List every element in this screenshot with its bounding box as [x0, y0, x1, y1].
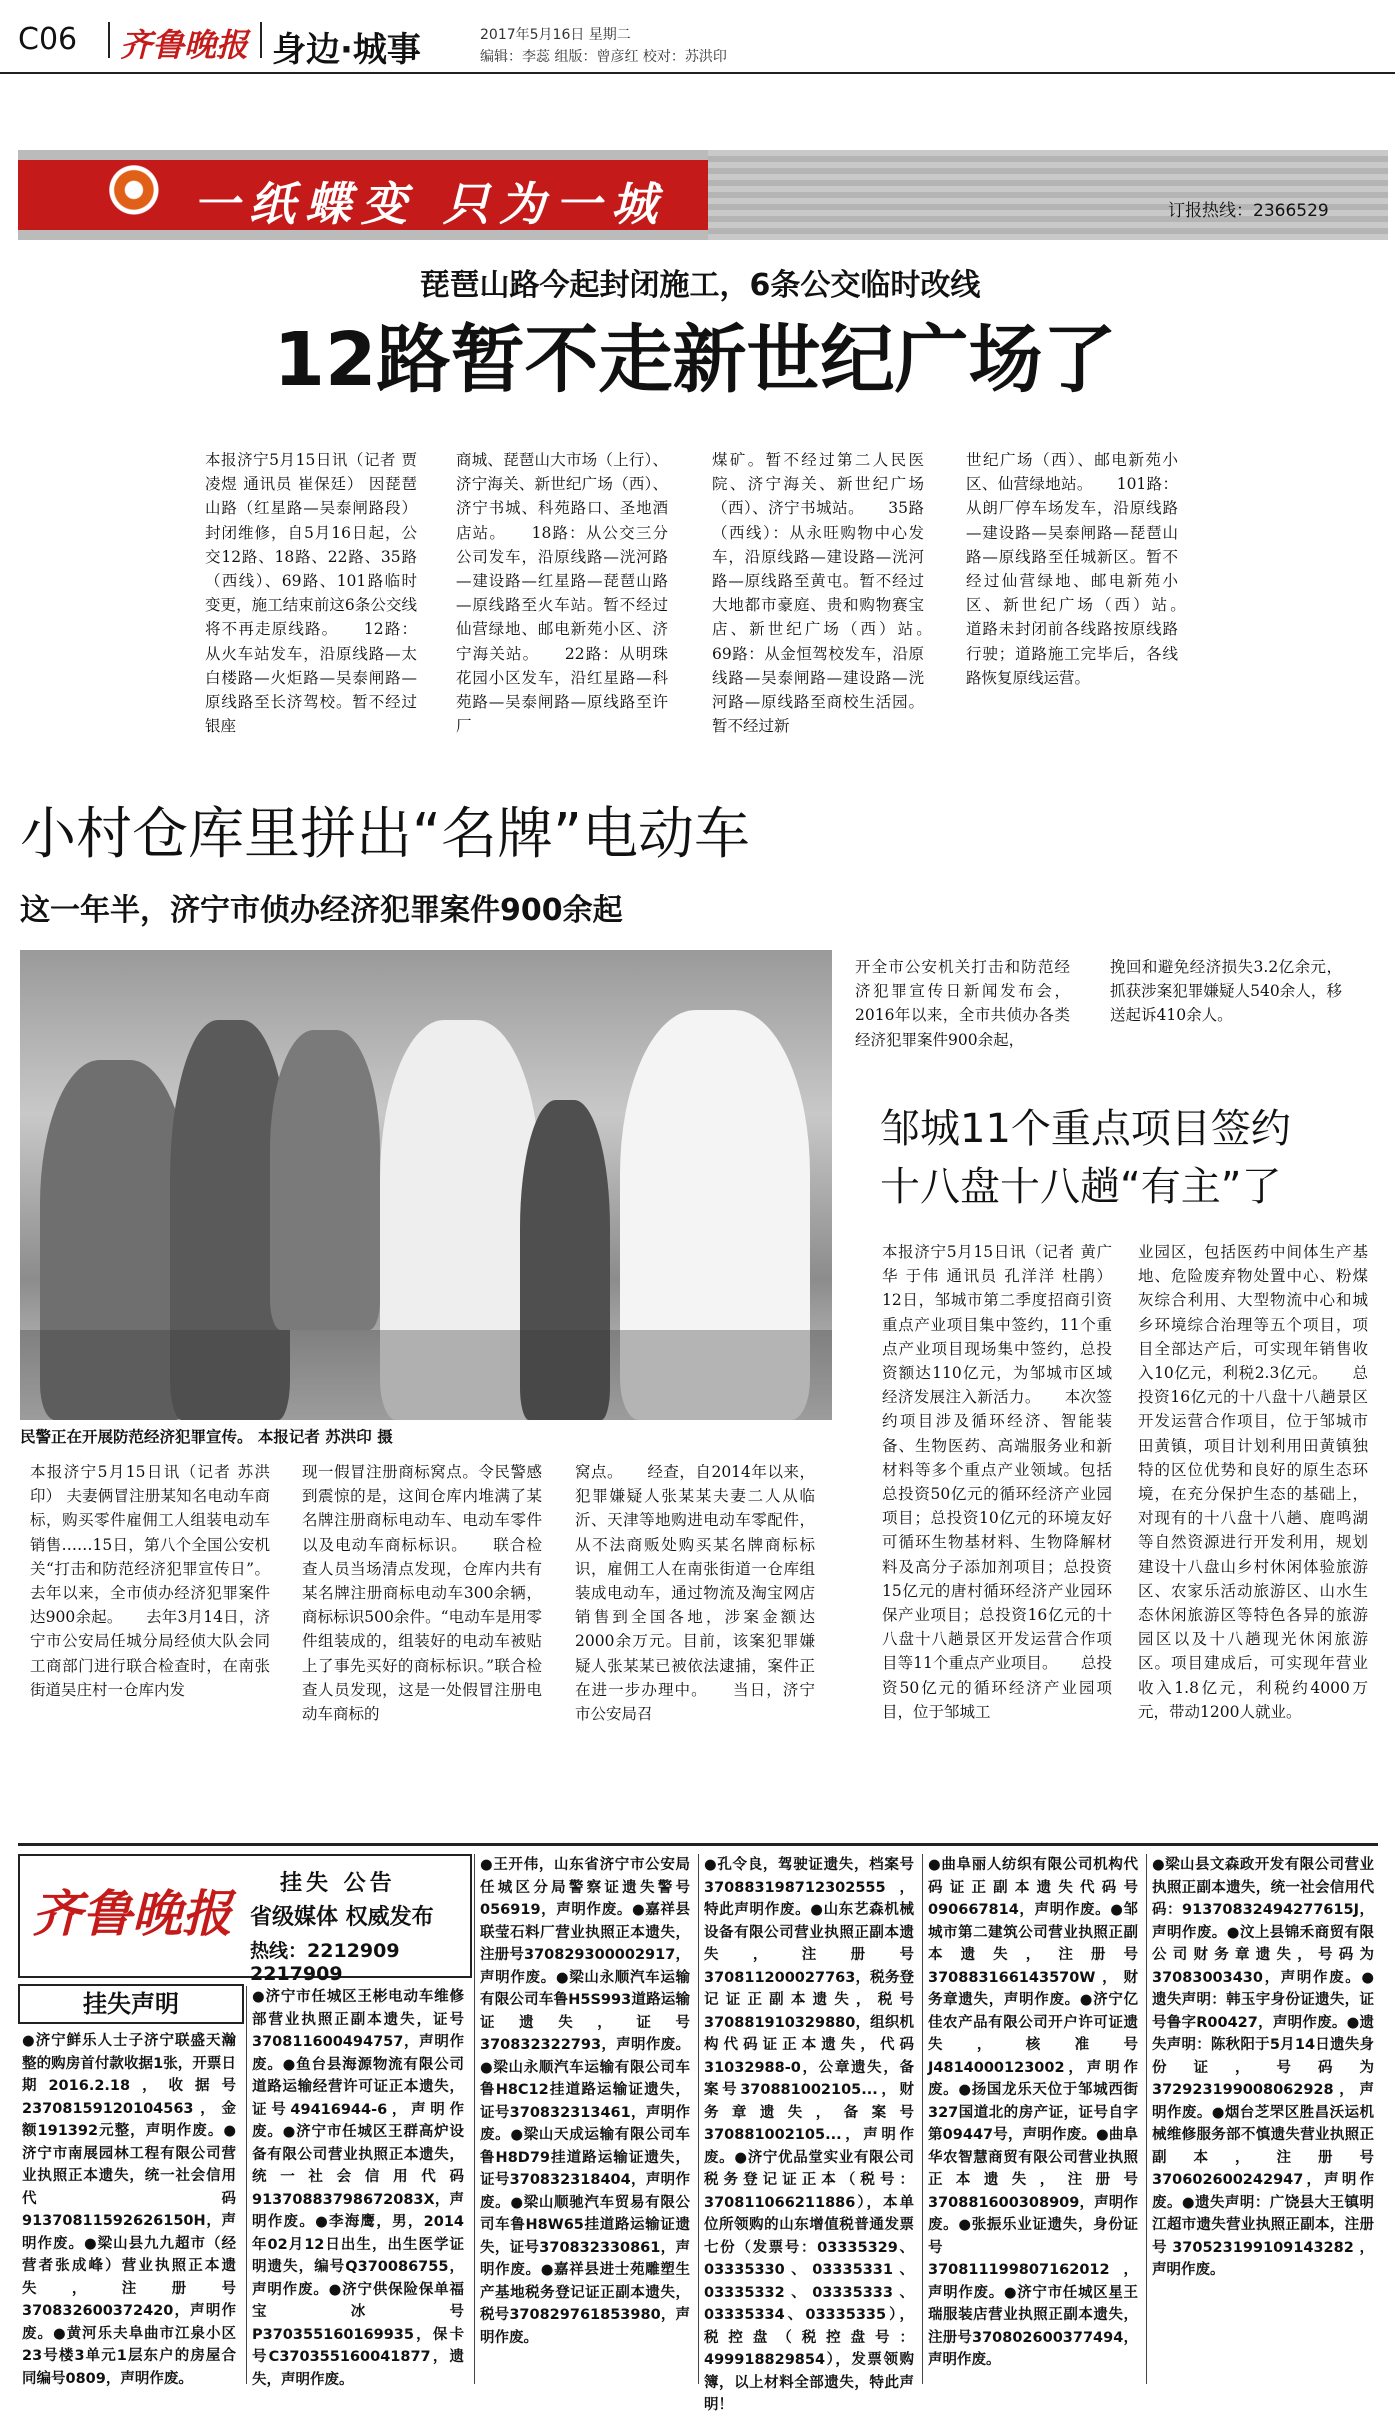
column-separator	[698, 1854, 699, 2384]
story1-column-2: 商城、琵琶山大市场（上行）、济宁海关、新世纪广场（西）、济宁书城、科苑路口、圣地酒店站。 18路：从公交三分公司发车，沿原线路—洸河路—建设路—红星路—琵琶山路—原线路至火车站。暂不经过仙营绿地、邮电新苑小区、济宁海关站。 22路：从明珠花园小区发车，沿红星路—科苑路—吴泰闸路—原线路至许厂	[456, 451, 668, 736]
notice-column-4: ●孔令良，驾驶证遗失，档案号370883198712302555，特此声明作废。●山东艺森机械设备有限公司营业执照正副本遗失，注册号370811200027763，税务登记证正副本遗失，税号370881910329880，组织机构代码证正本遗失，代码31032988-0，公章遗失，备案号370881002105...，财务章遗失，备案号370881002105...，声明作废。●济宁优品堂实业有限公司税务登记证正本（税号：370811066211886），本单位所领购的山东增值税普通发票七份（发票号：03335329、03335330、03335331、03335332、03335333、03335334、03335335），税控盘（税控盘号：499918829854），发票领购簿，以上材料全部遗失，特此声明！	[704, 1857, 914, 2413]
column-separator	[246, 1986, 247, 2384]
notice-header-box	[18, 1854, 472, 1985]
notice-column-1: ●济宁鲜乐人士子济宁联盛天瀚整的购房首付款收据1张，开票日期2016.2.18，收据号23708159120104563，金额191392元整，声明作废。●济宁市南展园林工程有限公司营业执照正本遗失，统一社会信用代码91370811592626150H，声明作废。●梁山县九九超市（经营者张成峰）营业执照正本遗失，注册号370832600372420，声明作废。●黄河乐夫阜曲市江泉小区23号楼3单元1层东户的房屋合同编号0809，声明作废。	[22, 2033, 236, 2387]
newspaper-brand: 齐鲁晚报	[120, 26, 249, 64]
editor-credits: 编辑：李蕊 组版：曾彦红 校对：苏洪印	[480, 49, 727, 65]
story3-column-2: 业园区，包括医药中间体生产基地、危险废弃物处置中心、粉煤灰综合利用、大型物流中心和城乡环境综合治理等五个项目，项目全部达产后，可实现年销售收入10亿元，利税2.3亿元。 总投资16亿元的十八盘十八趟景区开发运营合作项目，位于邹城市田黄镇，项目计划利用田黄镇独特的区位优势和良好的原生态环境，在充分保护生态的基础上，对现有的十八盘十八趟、鹿鸣湖等自然资源进行开发利用，规划建设十八盘山乡村休闲体验旅游区、农家乐活动旅游区、山水生态休闲旅游区等特色各异的旅游园区以及十八趟现光休闲旅游区。项目建成后，可实现年营业收入1.8亿元，利税约4000万元，带动1200人就业。	[1138, 1243, 1368, 1721]
story2-headline: 小村仓库里拼出“名牌”电动车	[20, 802, 751, 867]
story2-subtitle: 这一年半，济宁市侦办经济犯罪案件900余起	[20, 893, 623, 928]
story2-intro-column-2: 挽回和避免经济损失3.2亿余元，抓获涉案犯罪嫌疑人540余人，移送起诉410余人。	[1110, 958, 1342, 1025]
notice-column-6: ●梁山县文森政开发有限公司营业执照正副本遗失，统一社会信用代码：91370832494277615J，声明作废。●汶上县锦禾商贸有限公司财务章遗失，号码为37083003430，声明作废。●遗失声明：韩玉宇身份证遗失，证号鲁字R00427，声明作废。●遗失声明：陈秋阳于5月14日遗失身份证，号码为372923199008062928，声明作废。●烟台芝罘区胜昌沃运机械维修服务部不慎遗失营业执照正副本，注册号370602600242947，声明作废。●遗失声明：广饶县大王镇明江超市遗失营业执照正副本，注册号370523199109143282，声明作废。	[1152, 1857, 1374, 2278]
header-rule	[0, 72, 1395, 74]
promo-banner	[18, 150, 1378, 240]
police-photo	[20, 950, 832, 1420]
banner-slogan: 一纸蝶变 只为一城	[193, 177, 668, 231]
column-separator	[474, 1854, 475, 2384]
lost-notice-title: 挂失声明	[18, 1984, 244, 2024]
column-separator	[922, 1854, 923, 2384]
story2-column-1: 本报济宁5月15日讯（记者 苏洪印） 夫妻俩冒注册某知名电动车商标，购买零件雇佣工人组装电动车销售……15日，第八个全国公安机关“打击和防范经济犯罪宣传日”。去年以来，全市侦办经济犯罪案件达900余起。 去年3月14日，济宁市公安局任城分局经侦大队会同工商部门进行联合检查时，在南张街道吴庄村一仓库内发	[30, 1463, 270, 1699]
story1-column-4: 世纪广场（西）、邮电新苑小区、仙营绿地站。 101路：从朗厂停车场发车，沿原线路—建设路—吴泰闸路—琵琶山路—原线路至任城新区。暂不经过仙营绿地、邮电新苑小区、新世纪广场（西）站。 道路未封闭前各线路按原线路行驶；道路施工完毕后，各线路恢复原线运营。	[966, 451, 1210, 687]
notice-column-3: ●王开伟，山东省济宁市公安局任城区分局警察证遗失警号056919，声明作废。●嘉祥县联莹石料厂营业执照正本遗失，注册号370829300002917，声明作废。●梁山永顺汽车运输有限公司车鲁H5S993道路运输证遗失，证号370832322793，声明作废。●梁山永顺汽车运输有限公司车鲁H8C12挂道路运输证遗失，证号370832313461，声明作废。●梁山天成运输有限公司车鲁H8D79挂道路运输证遗失，证号370832318404，声明作废。●梁山顺驰汽车贸易有限公司车鲁H8W65挂道路运输证遗失，证号370832330861，声明作废。●嘉祥县进士苑雕塑生产基地税务登记证正副本遗失，税号370829761853980，声明作废。	[480, 1857, 690, 2346]
notice-line-2: 省级媒体 权威发布	[250, 1905, 434, 1930]
story3-headline-line-1: 邹城11个重点项目签约	[880, 1106, 1291, 1152]
notice-column-2: ●济宁市任城区王彬电动车维修部营业执照正副本遗失，证号370811600494757，声明作废。●鱼台县海源物流有限公司道路运输经营许可证正本遗失，证号49416944-6，声明作废。●济宁市任城区王群高炉设备有限公司营业执照正本遗失，统一社会信用代码91370883798672083X，声明作废。●李海鹰，男，2014年02月12日出生，出生医学证明遗失，编号Q370086755，声明作废。●济宁供保险保单福宝冰号P370355160169935，保卡号C370355160041877，遗失，声明作废。	[252, 1989, 464, 2388]
banner-texture	[708, 150, 1388, 240]
story3-headline	[880, 1100, 1370, 1216]
photo-foreground	[20, 1330, 832, 1420]
photo-figure	[270, 1030, 380, 1330]
story3-column-1: 本报济宁5月15日讯（记者 黄广华 于伟 通讯员 孔洋洋 杜鹃） 12日，邹城市第二季度招商引资重点产业项目集中签约，11个重点产业项目现场集中签约，总投资额达110亿元，为邹城市区域经济发展注入新活力。 本次签约项目涉及循环经济、智能装备、生物医药、高端服务业和新材料等多个重点产业领域。包括总投资50亿元的循环经济产业园项目；总投资10亿元的环境友好可循环生物基材料、生物降解材料及高分子添加剂项目；总投资15亿元的唐村循环经济产业园环保产业项目；总投资16亿元的十八盘十八趟景区开发运营合作项目等11个重点产业项目。 总投资50亿元的循环经济产业园项目，位于邹城工	[882, 1243, 1112, 1721]
story2-column-3: 窝点。 经查，自2014年以来，犯罪嫌疑人张某某夫妻二人从临沂、天津等地购进电动车零配件，从不法商贩处购买某名牌商标标识，雇佣工人在南张街道一仓库组装成电动车，通过物流及淘宝网店销售到全国各地，涉案金额达2000余万元。目前，该案犯罪嫌疑人张某某已被依法逮捕，案件正在进一步办理中。 当日，济宁市公安局召	[575, 1463, 815, 1724]
story2-column-2: 现一假冒注册商标窝点。令民警感到震惊的是，这间仓库内堆满了某名牌注册商标电动车、电动车零件以及电动车商标标识。 联合检查人员当场清点发现，仓库内共有某名牌注册商标电动车300余辆，商标标识500余件。“电动车是用零件组装成的，组装好的电动车被贴上了事先买好的商标标识。”联合检查人员发现，这是一处假冒注册电动车商标的	[302, 1463, 542, 1724]
notice-hotline: 热线：2212909 2217909	[250, 1940, 400, 1985]
story1-kicker: 琵琶山路今起封闭施工，6条公交临时改线	[419, 268, 981, 303]
subscription-hotline: 订报热线：2366529	[1168, 201, 1329, 221]
notice-brand: 齐鲁晚报	[32, 1884, 232, 1943]
classified-notices	[18, 1843, 1378, 2413]
notice-column-5: ●曲阜丽人纺织有限公司机构代码证正副本遗失代码号090667814，声明作废。●邹城市第二建筑公司营业执照正副本遗失，注册号370883166143570W，财务章遗失，声明作废。●济宁亿佳农产品有限公司开户许可证遗失，核准号J4814000123002，声明作废。●扬国龙乐天位于邹城西街327国道北的房产证，证号自字第09447号，声明作废。●曲阜华农智慧商贸有限公司营业执照正本遗失，注册号370881600308909，声明作废。●张振乐业证遗失，身份证号370811199807162012，声明作废。●济宁市任城区星王瑞服装店营业执照正副本遗失，注册号370802600377494，声明作废。	[928, 1857, 1138, 2368]
page-header	[0, 0, 1395, 75]
story1-column-3: 煤矿。暂不经过第二人民医院、济宁海关、新世纪广场（西）、济宁书城站。 35路（西线）：从永旺购物中心发车，沿原线路—建设路—洸河路—原线路至黄屯。暂不经过大地都市豪庭、贵和购物赛宝店、新世纪广场（西）站。 69路：从金恒驾校发车，沿原线路—吴泰闸路—建设路—洸河路—原线路至商校生活园。暂不经过新	[712, 451, 956, 736]
page-number: C06	[18, 22, 78, 57]
story1-column-1: 本报济宁5月15日讯（记者 贾凌煜 通讯员 崔保廷） 因琵琶山路（红星路—吴泰闸路段）封闭维修，自5月16日起，公交12路、18路、22路、35路（西线）、69路、101路临时变更，施工结束前这6条公交线将不再走原线路。 12路：从火车站发车，沿原线路—太白楼路—火炬路—吴泰闸路—原线路至长济驾校。暂不经过银座	[205, 451, 417, 736]
story1-headline: 12路暂不走新世纪广场了	[273, 317, 1117, 403]
header-divider	[260, 22, 262, 58]
story3-headline-line-2: 十八盘十八趟“有主”了	[880, 1164, 1282, 1210]
section-title: 身边·城事	[272, 30, 421, 70]
notice-line-1: 挂失 公告	[280, 1871, 396, 1896]
column-separator	[1146, 1854, 1147, 2384]
header-divider	[108, 22, 110, 58]
photo-caption: 民警正在开展防范经济犯罪宣传。 本报记者 苏洪印 摄	[20, 1428, 393, 1446]
newspaper-logo-icon	[106, 162, 168, 224]
story2-intro-column-1: 开全市公安机关打击和防范经济犯罪宣传日新闻发布会，2016年以来，全市共侦办各类经济犯罪案件900余起，	[855, 958, 1070, 1049]
issue-date: 2017年5月16日 星期二	[480, 27, 631, 43]
